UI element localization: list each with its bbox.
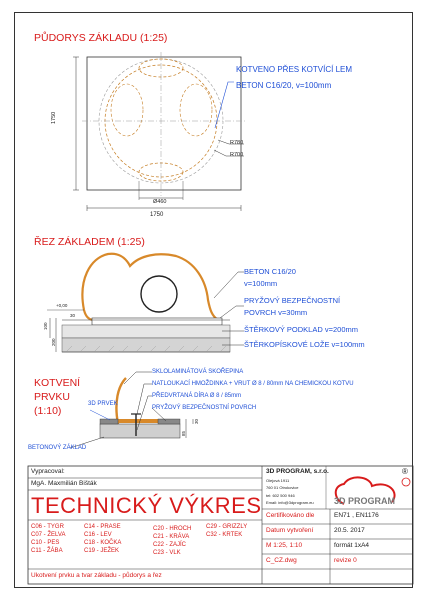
company-address-2: 760 01 Otrokovice	[266, 485, 299, 490]
section-title: ŘEZ ZÁKLADEM (1:25)	[34, 236, 145, 248]
section-sand-label: ŠTĚRKOPÍSKOVÉ LOŽE v=100mm	[244, 340, 365, 349]
anchor-base-label: BETONOVÝ ZÁKLAD	[28, 445, 87, 451]
drawn-by-name: MgA. Maxmilián Bišták	[31, 480, 97, 487]
plan-title: PŮDORYS ZÁKLADU (1:25)	[34, 32, 168, 44]
animal-item: C23 - VLK	[153, 550, 181, 556]
plan-dim-diameter: Ø460	[153, 199, 167, 205]
section-concrete-height: v=100mm	[244, 279, 278, 288]
cert-label: Certifikováno dle	[266, 512, 315, 519]
animal-item: C18 - KOČKA	[84, 540, 122, 546]
section-gravel-label: ŠTĚRKOVÝ PODKLAD v=200mm	[244, 325, 358, 334]
plan-dim-width: 1750	[150, 212, 164, 218]
logo-text: 3D PROGRAM	[334, 496, 396, 506]
anchor-3d-prvek: 3D PRVEK	[88, 401, 118, 407]
animal-item: C16 - LEV	[84, 532, 112, 538]
section-concrete	[92, 318, 222, 325]
drawn-by-label: Vypracoval:	[31, 468, 65, 475]
anchor-title-1: KOTVENÍ	[34, 377, 81, 389]
plan-note-concrete: BETON C16/20, v=100mm	[236, 81, 332, 90]
anchor-flange	[118, 419, 158, 423]
plan-note-anchor: KOTVENO PŘES KOTVÍCÍ LEM	[236, 65, 353, 74]
date-label: Datum vytvoření	[266, 527, 314, 534]
section-rubber-label: PRYŽOVÝ BEZPEČNOSTNÍ	[244, 296, 341, 305]
anchor-concrete	[100, 424, 180, 438]
anchor-shell	[116, 378, 126, 424]
date-value: 20.5. 2017	[334, 527, 365, 534]
section-rubber-height: POVRCH v=30mm	[244, 308, 308, 317]
animal-item: C21 - KRÁVA	[153, 534, 190, 540]
plan-left-ellipse	[111, 84, 143, 136]
section-dim-200: 200	[51, 338, 56, 346]
animals-col-4	[206, 523, 247, 539]
anchor-dim-30: 30	[194, 418, 199, 424]
anchor-shell-label: SKLOLAMINÁTOVÁ SKOŘEPINA	[152, 369, 244, 375]
anchor-dowel-label: NATLOUKACÍ HMOŽDINKA + VRUT Ø 8 / 80mm NA CHEMICKOU KOTVU	[152, 381, 354, 387]
company-name: 3D PROGRAM, s.r.o.	[266, 468, 329, 475]
plan-right-ellipse	[180, 84, 212, 136]
anchor-title-2: PRVKU	[34, 391, 70, 403]
animal-item: C20 - HROCH	[153, 526, 192, 532]
anchor-dim-85: 85	[181, 430, 186, 436]
company-phone: tel: 602 500 946	[266, 493, 295, 498]
main-title: TECHNICKÝ VÝKRES	[31, 493, 262, 518]
company-address-1: Olejová 1911	[266, 478, 290, 483]
section-dim-30: 30	[70, 313, 76, 318]
section-sand	[62, 338, 230, 352]
animals-col-2	[84, 523, 121, 555]
animal-item: C07 - ŽELVA	[31, 532, 66, 538]
animal-item: C32 - KRTEK	[206, 532, 243, 538]
drawing-description: Ukotvení prvku a tvar základu - půdorys a řez	[31, 572, 162, 579]
animal-item: C10 - PES	[31, 540, 60, 546]
plan-dim-height: 1750	[51, 111, 57, 124]
registered-mark-icon: ®	[402, 467, 408, 476]
plan-radius-700: R700	[230, 152, 244, 158]
animal-item: C19 - JEŽEK	[84, 548, 120, 554]
animal-item: C29 - GRIZZLY	[206, 524, 248, 530]
file-name: C_CZ.dwg	[266, 557, 297, 564]
animal-item: C22 - ZAJÍC	[153, 542, 187, 548]
animals-col-3	[153, 525, 191, 557]
section-hole	[141, 276, 177, 312]
section-gravel	[62, 325, 230, 338]
format-value: formát 1xA4	[334, 542, 370, 549]
company-email: Email: info@3dprogram.eu	[266, 500, 314, 505]
plan-radius-780: R780	[230, 140, 244, 146]
scale-value: M 1:25, 1:10	[266, 542, 303, 549]
revision: revize 0	[334, 557, 357, 564]
animal-item: C11 - ŽÁBA	[31, 548, 63, 554]
animals-col-1	[31, 523, 65, 555]
animal-item: C06 - TYGR	[31, 524, 64, 530]
anchor-rubber-label: PRYŽOVÝ BEZPEČNOSTNÍ POVRCH	[152, 405, 257, 411]
cert-value: EN71 , EN1176	[334, 512, 379, 519]
section-level-zero: +0,00	[56, 303, 68, 308]
animal-item: C14 - PRASE	[84, 524, 121, 530]
anchor-hole-label: PŘEDVRTANÁ DÍRA Ø 8 / 85mm	[152, 393, 242, 399]
section-concrete-label: BETON C16/20	[244, 267, 296, 276]
section-dim-100: 100	[43, 322, 48, 330]
anchor-title-3: (1:10)	[34, 405, 62, 417]
